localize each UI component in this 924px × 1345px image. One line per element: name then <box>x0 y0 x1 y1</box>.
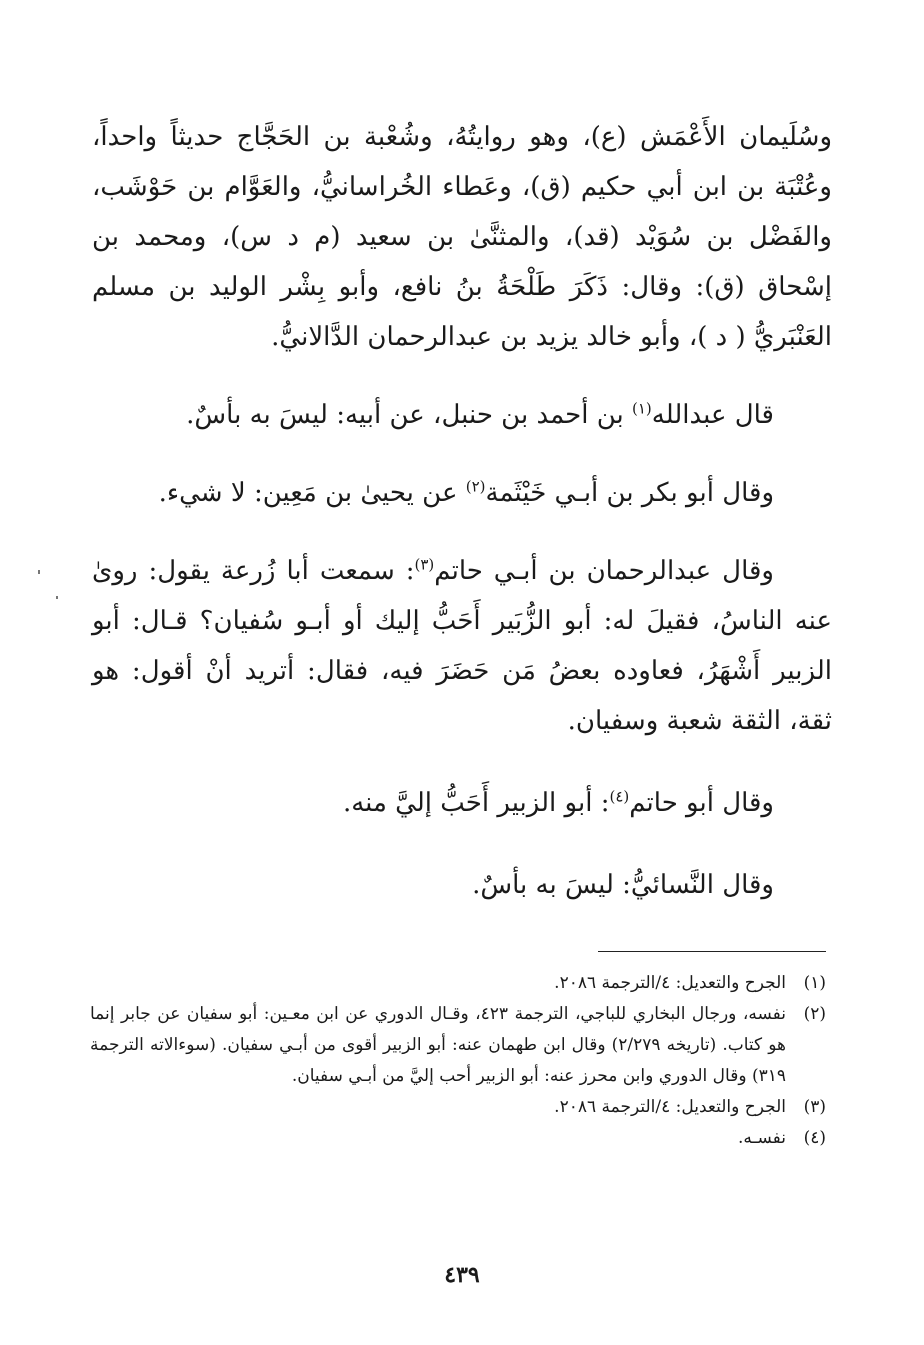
paragraph-nasai: وقال النَّسائيُّ: ليسَ به بأسٌ. <box>472 870 774 900</box>
paragraph-abu-hatim-end: : أبو الزبير أَحَبُّ إليَّ منه. <box>342 788 610 818</box>
page-number: ٤٣٩ <box>444 1262 480 1288</box>
footnote-text: الجرح والتعديل: ٤/الترجمة ٢٠٨٦. <box>554 1097 786 1117</box>
footnote-ref-1[interactable]: (١) <box>632 399 652 418</box>
footnote-2 <box>90 999 826 1092</box>
paragraph-ibn-abi-hatim-start: وقال عبدالرحمان بن أبـي حاتم <box>434 556 774 586</box>
footnote-text: نفسـه. <box>738 1128 786 1148</box>
paragraph-abdullah-end: بن أحمد بن حنبل، عن أبيه: ليسَ به بأسٌ. <box>186 400 632 430</box>
footnote-number: (١) <box>803 973 826 993</box>
footnote-ref-4[interactable]: (٤) <box>609 787 630 806</box>
footnote-text: الجرح والتعديل: ٤/الترجمة ٢٠٨٦. <box>554 973 786 993</box>
paragraph-ibn-abi-hatim-end: : سمعت أبا زُرعة يقول: روىٰ عنه الناسُ، فقيلَ له: أبو الزُّبَير أَحَبُّ إليك أو أبـو سُفيان؟ قـال: أبو الزبير أَشْهَرُ، فعاوده بعضُ مَن حَضَرَ فيه، فقال: أتريد أنْ أقول: هو ثقة، الثقة شعبة وسفيان. <box>92 556 832 736</box>
main-text <box>92 112 832 910</box>
footnote-text: نفسه، ورجال البخاري للباجي، الترجمة ٤٢٣، وقـال الدوري عن ابن معـين: أبو سفيان عن جابر إنما هو كتاب. (تاريخه ٢/٢٧٩) وقال ابن طهمان عنه: أبو الزبير أقوى من أبـي سفيان. (سوءالاته الترجمة ٣١٩) وقال الدوري وابن محرز عنه: أبو الزبير أحب إليَّ من أبـي سفيان. <box>90 1004 787 1086</box>
footnote-ref-2[interactable]: (٢) <box>465 477 486 496</box>
scan-speck <box>38 570 40 574</box>
footnote-3 <box>90 1092 826 1123</box>
paragraph-abu-bakr <box>92 468 832 518</box>
paragraph-ibn-abi-hatim <box>92 546 832 746</box>
paragraph-abu-hatim <box>92 778 832 828</box>
paragraph-abdullah <box>92 390 832 440</box>
paragraph-abu-bakr-start: وقال أبو بكر بن أبـي خَيْثَمة <box>485 478 774 508</box>
paragraph-narrators: وسُلَيمان الأَعْمَش (ع)، وهو روايتُهُ، وشُعْبة بن الحَجَّاج حديثاً واحداً، وعُتْبَة بن ابن أبي حكيم (ق)، وعَطاء الخُراسانيُّ، والعَوَّام بن حَوْشَب، والفَضْل بن سُوَيْد (قد)، والمثنَّىٰ بن سعيد (م د س)، ومحمد بن إسْحاق (ق): وقال: ذَكَرَ طَلْحَةُ بنُ نافع، وأبو بِشْر الوليد بن مسلم العَنْبَريُّ ( د )، وأبو خالد يزيد بن عبدالرحمان الدَّالانيُّ. <box>92 122 832 352</box>
footnote-number: (٤) <box>803 1128 826 1148</box>
footnote-divider <box>598 951 826 952</box>
footnote-number: (٢) <box>803 1004 826 1024</box>
footnote-number: (٣) <box>803 1097 826 1117</box>
footnote-1 <box>90 968 826 999</box>
paragraph-abu-bakr-end: عن يحيىٰ بن مَعِين: لا شيء. <box>158 478 466 508</box>
paragraph-abdullah-start: قال عبدالله <box>651 400 774 430</box>
paragraph-abu-hatim-start: وقال أبو حاتم <box>629 788 774 818</box>
footnotes-section <box>90 968 826 1154</box>
footnote-4 <box>90 1123 826 1154</box>
footnote-ref-3[interactable]: (٣) <box>414 555 435 574</box>
scan-speck <box>56 596 58 599</box>
